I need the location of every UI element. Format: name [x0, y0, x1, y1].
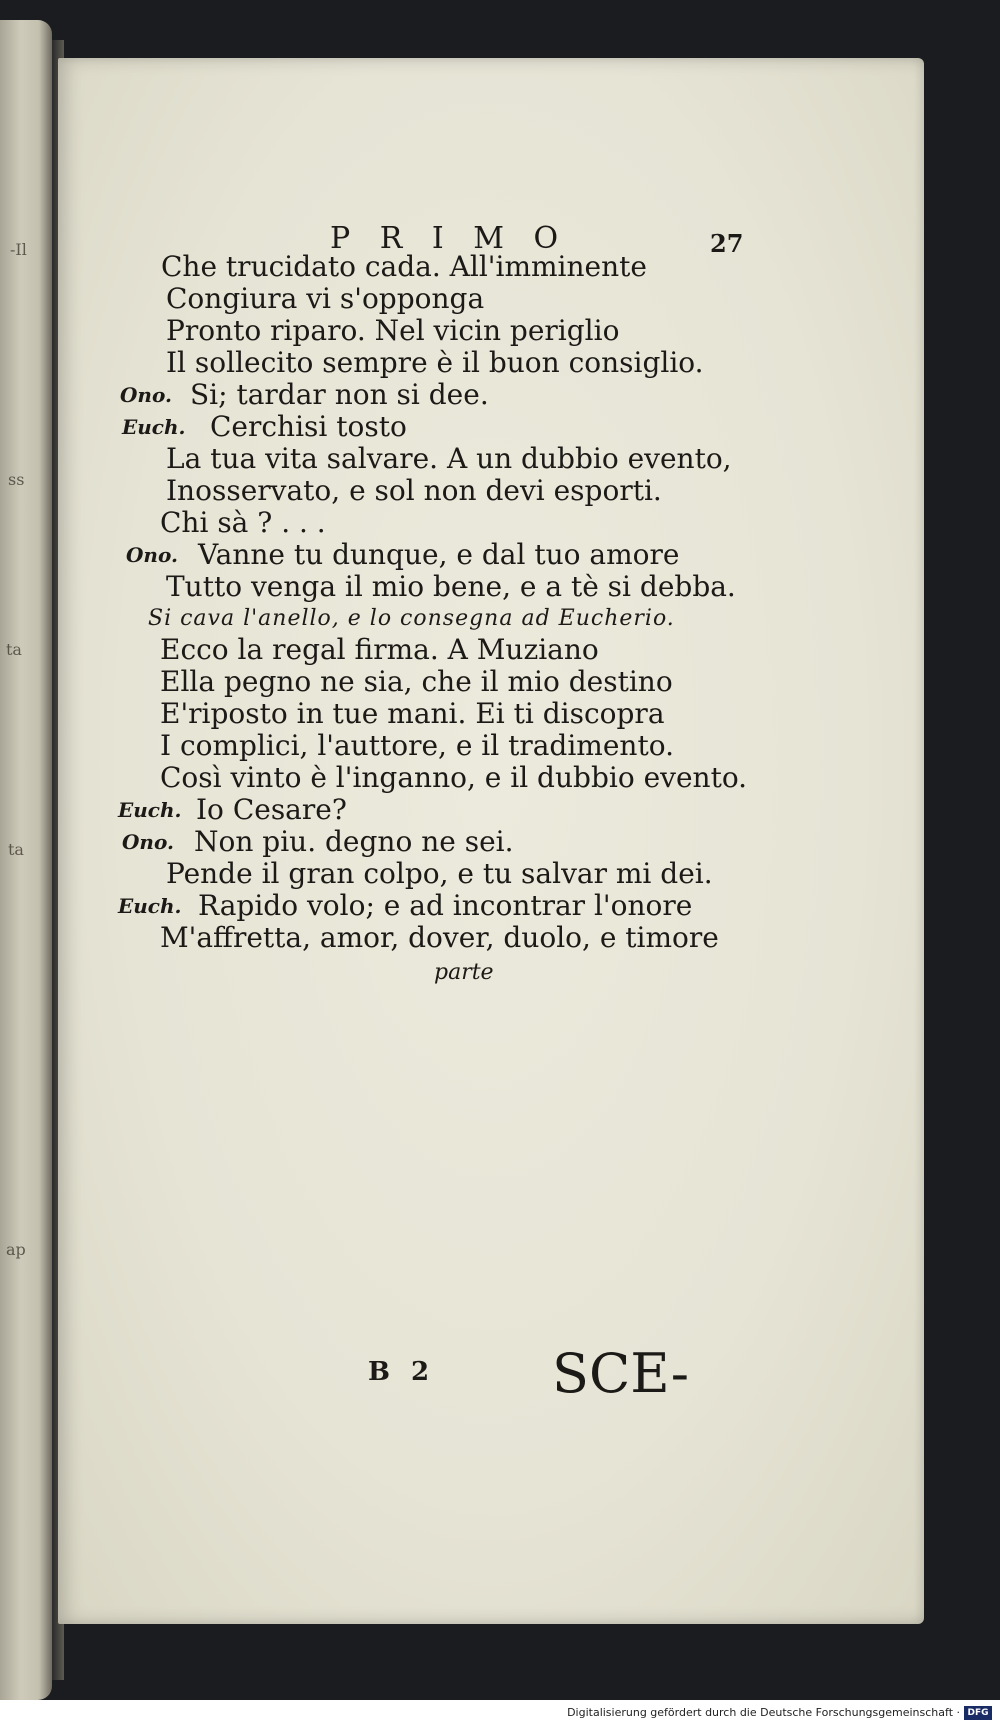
speaker-label: Euch.: [118, 798, 182, 822]
speaker-label: Euch.: [118, 894, 182, 918]
verse-line: Inosservato, e sol non devi esporti.: [166, 474, 662, 507]
verse-line: Tutto venga il mio bene, e a tè si debba.: [166, 570, 736, 603]
digitization-credit: Digitalisierung gefördert durch die Deutsche Forschungsgemeinschaft ·: [567, 1706, 960, 1719]
verse-line: Chi sà ? . . .: [160, 506, 326, 539]
speaker-label: Euch.: [122, 415, 186, 439]
stage-direction: Si cava l'anello, e lo consegna ad Eucherio.: [148, 606, 675, 631]
verse-line: Congiura vi s'opponga: [166, 282, 485, 315]
verse-line: Rapido volo; e ad incontrar l'onore: [198, 889, 693, 922]
verse-line: Che trucidato cada. All'imminente: [161, 250, 647, 283]
verse-line: Così vinto è l'inganno, e il dubbio evento.: [160, 761, 748, 794]
verse-line: Pronto riparo. Nel vicin periglio: [166, 314, 620, 347]
left-page-fragment: ta: [8, 840, 24, 859]
signature-mark: B 2: [368, 1357, 436, 1387]
left-page-fragment: ss: [8, 470, 25, 489]
dfg-logo: DFG: [964, 1706, 992, 1720]
verse-line: Ecco la regal firma. A Muziano: [160, 633, 599, 666]
verse-line: Non piu. degno ne sei.: [194, 825, 514, 858]
verse-line: Pende il gran colpo, e tu salvar mi dei.: [166, 857, 713, 890]
left-page-fragment: ta: [6, 640, 22, 659]
left-page-edge: [0, 20, 52, 1700]
speaker-label: Ono.: [126, 543, 178, 567]
verse-line: M'affretta, amor, dover, duolo, e timore: [160, 921, 719, 954]
catchword: SCE-: [552, 1342, 689, 1405]
left-page-fragment: -Il: [10, 240, 27, 259]
verse-line: I complici, l'auttore, e il tradimento.: [160, 729, 674, 762]
verse-line: Il sollecito sempre è il buon consiglio.: [166, 346, 704, 379]
verse-line: Ella pegno ne sia, che il mio destino: [160, 665, 673, 698]
verse-line: Io Cesare?: [196, 793, 347, 826]
verse-line: Vanne tu dunque, e dal tuo amore: [198, 538, 680, 571]
page-number: 27: [710, 229, 744, 258]
verse-line: La tua vita salvare. A un dubbio evento,: [166, 442, 732, 475]
book-page: [58, 58, 924, 1624]
speaker-label: Ono.: [122, 830, 174, 854]
verse-line: Si; tardar non si dee.: [190, 378, 489, 411]
verse-line: Cerchisi tosto: [210, 410, 407, 443]
stage-direction: parte: [434, 960, 494, 985]
left-page-fragment: ap: [6, 1240, 26, 1259]
running-title: P R I M O: [330, 221, 569, 256]
verse-line: E'riposto in tue mani. Ei ti discopra: [160, 697, 665, 730]
speaker-label: Ono.: [120, 383, 172, 407]
